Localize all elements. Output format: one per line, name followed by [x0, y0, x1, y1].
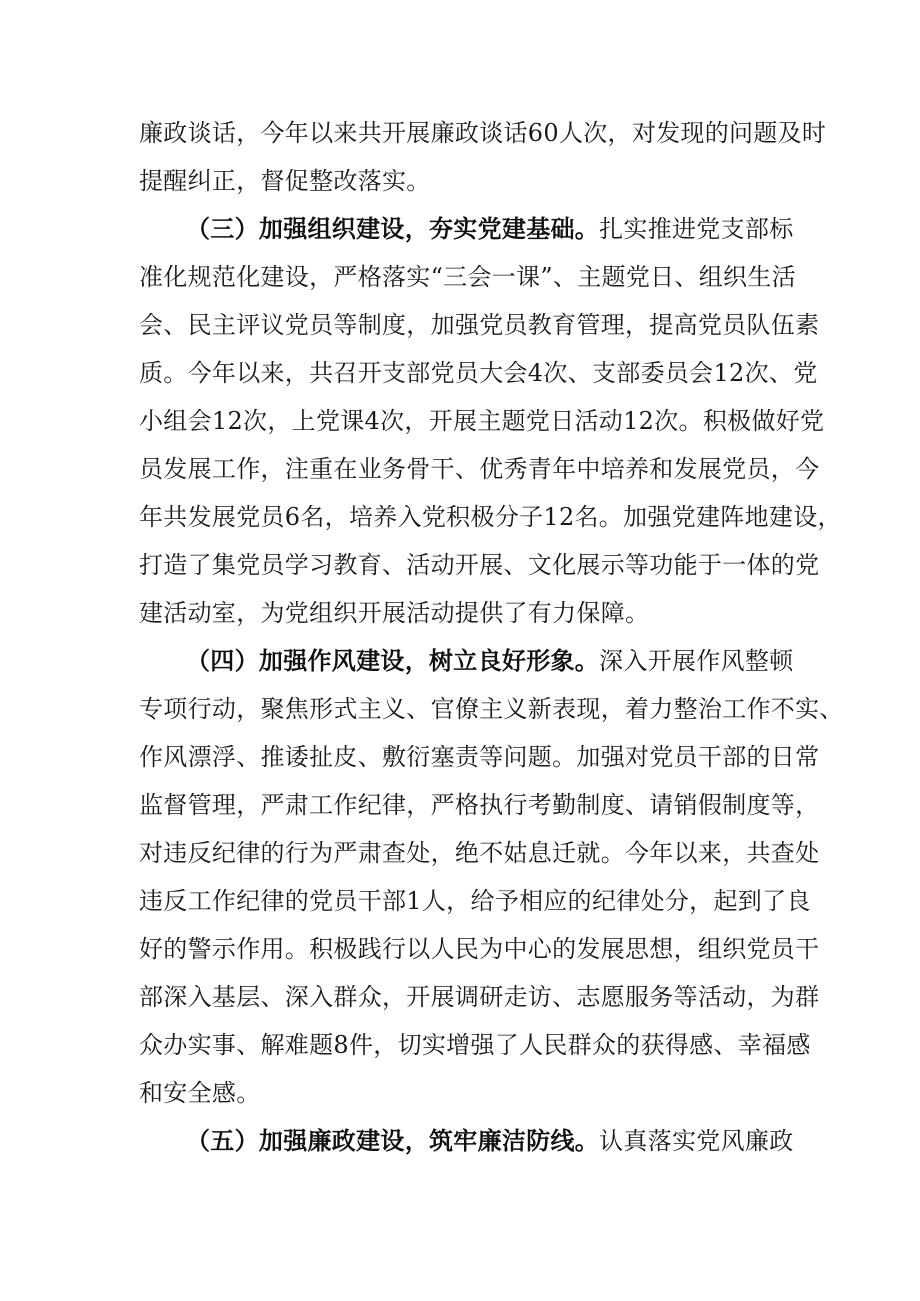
section-3-text: 扎实推进党支部标 — [599, 215, 794, 243]
paragraph-line: 会、民主评议党员等制度，加强党员教育管理，提高党员队伍素 — [139, 311, 820, 339]
paragraph-line: 和安全感。 — [139, 1079, 261, 1107]
section-5-text: 认真落实党风廉政 — [599, 1127, 794, 1155]
section-3-first-line — [186, 213, 794, 245]
paragraph-line: 准化规范化建设，严格落实“三会一课”、主题党日、组织生活 — [139, 263, 796, 291]
paragraph-line: 打造了集党员学习教育、活动开展、文化展示等功能于一体的党 — [139, 551, 820, 579]
paragraph-line: 建活动室，为党组织开展活动提供了有力保障。 — [139, 599, 650, 627]
paragraph-line: 作风漂浮、推诿扯皮、敷衍塞责等问题。加强对党员干部的日常 — [139, 743, 820, 771]
section-5-heading: （五）加强廉政建设，筑牢廉洁防线。 — [186, 1127, 600, 1155]
paragraph-line: 违反工作纪律的党员干部1人，给予相应的纪律处分，起到了良 — [139, 887, 811, 915]
paragraph-line: 提醒纠正，督促整改落实。 — [139, 167, 431, 195]
paragraph-line: 年共发展党员6名，培养入党积极分子12名。加强党建阵地建设， — [139, 503, 842, 531]
paragraph-line: 对违反纪律的行为严肃查处，绝不姑息迁就。今年以来，共查处 — [139, 839, 820, 867]
paragraph-line: 好的警示作用。积极践行以人民为中心的发展思想，组织党员干 — [139, 935, 820, 963]
paragraph-line: 质。今年以来，共召开支部党员大会4次、支部委员会12次、党 — [139, 359, 818, 387]
section-4-first-line — [186, 645, 794, 677]
section-4-text: 深入开展作风整顿 — [599, 647, 794, 675]
paragraph-line: 部深入基层、深入群众，开展调研走访、志愿服务等活动，为群 — [139, 983, 820, 1011]
paragraph-line: 小组会12次，上党课4次，开展主题党日活动12次。积极做好党 — [139, 407, 825, 435]
section-4-heading: （四）加强作风建设，树立良好形象。 — [186, 647, 600, 675]
paragraph-line: 廉政谈话，今年以来共开展廉政谈话60人次，对发现的问题及时 — [139, 119, 827, 147]
paragraph-line: 员发展工作，注重在业务骨干、优秀青年中培养和发展党员，今 — [139, 455, 820, 483]
section-3-heading: （三）加强组织建设，夯实党建基础。 — [186, 215, 600, 243]
paragraph-line: 专项行动，聚焦形式主义、官僚主义新表现，着力整治工作不实、 — [139, 695, 844, 723]
paragraph-line: 众办实事、解难题8件，切实增强了人民群众的获得感、幸福感 — [139, 1031, 811, 1059]
section-5-first-line — [186, 1125, 794, 1157]
paragraph-line: 监督管理，严肃工作纪律，严格执行考勤制度、请销假制度等， — [139, 791, 820, 819]
